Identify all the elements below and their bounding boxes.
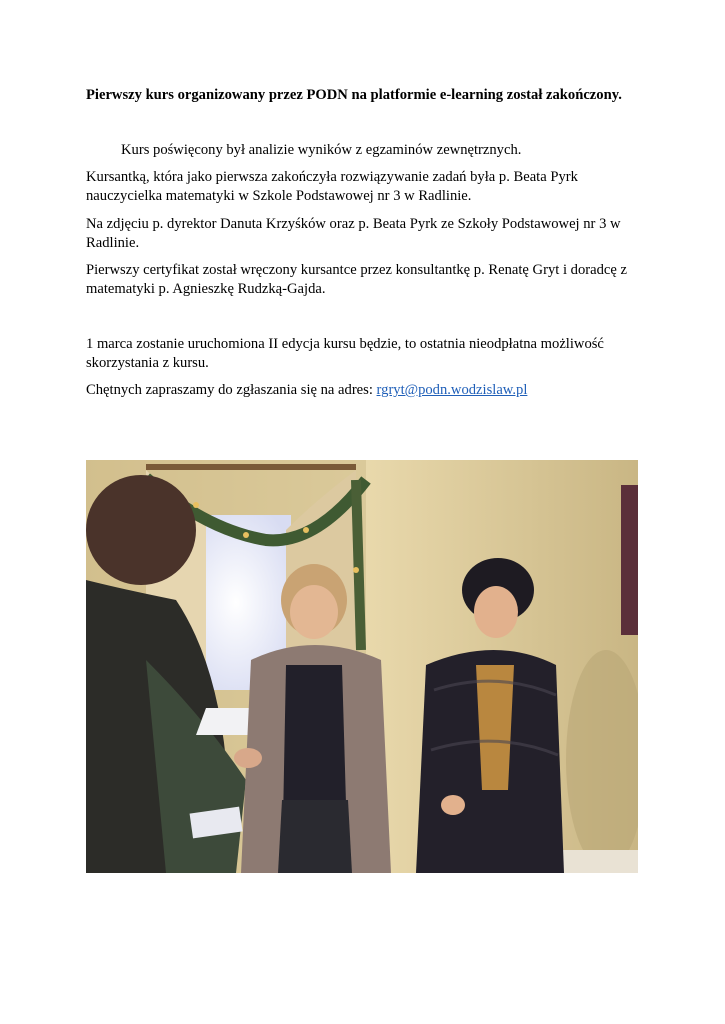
paragraph-first-participant: Kursantką, która jako pierwsza zakończyła rozwiązywanie zadań była p. Beata Pyrk nauczycielka matematyki w Szkole Podstawowej nr 3 w Radlinie. bbox=[86, 169, 578, 204]
paragraph-next-edition: 1 marca zostanie uruchomiona II edycja kursu będzie, to ostatnia nieodpłatna możliwość skorzystania z kursu. bbox=[86, 336, 604, 371]
paragraph-certificate: Pierwszy certyfikat został wręczony kursantce przez konsultantkę p. Renatę Gryt i doradcę z matematyki p. Agnieszkę Rudzką-Gajda. bbox=[86, 262, 627, 297]
contact-text: Chętnych zapraszamy do zgłaszania się na adres: bbox=[86, 382, 377, 398]
paragraph-course-topic: Kurs poświęcony był analizie wyników z egzaminów zewnętrznych. bbox=[121, 142, 522, 158]
email-link[interactable]: rgryt@podn.wodzislaw.pl bbox=[376, 382, 528, 398]
certificate-photo bbox=[86, 460, 638, 873]
document-title: Pierwszy kurs organizowany przez PODN na platformie e-learning został zakończony. bbox=[86, 87, 622, 103]
paragraph-contact bbox=[86, 381, 646, 400]
paragraph-photo-caption: Na zdjęciu p. dyrektor Danuta Krzyśków oraz p. Beata Pyrk ze Szkoły Podstawowej nr 3 w Radlinie. bbox=[86, 216, 621, 251]
